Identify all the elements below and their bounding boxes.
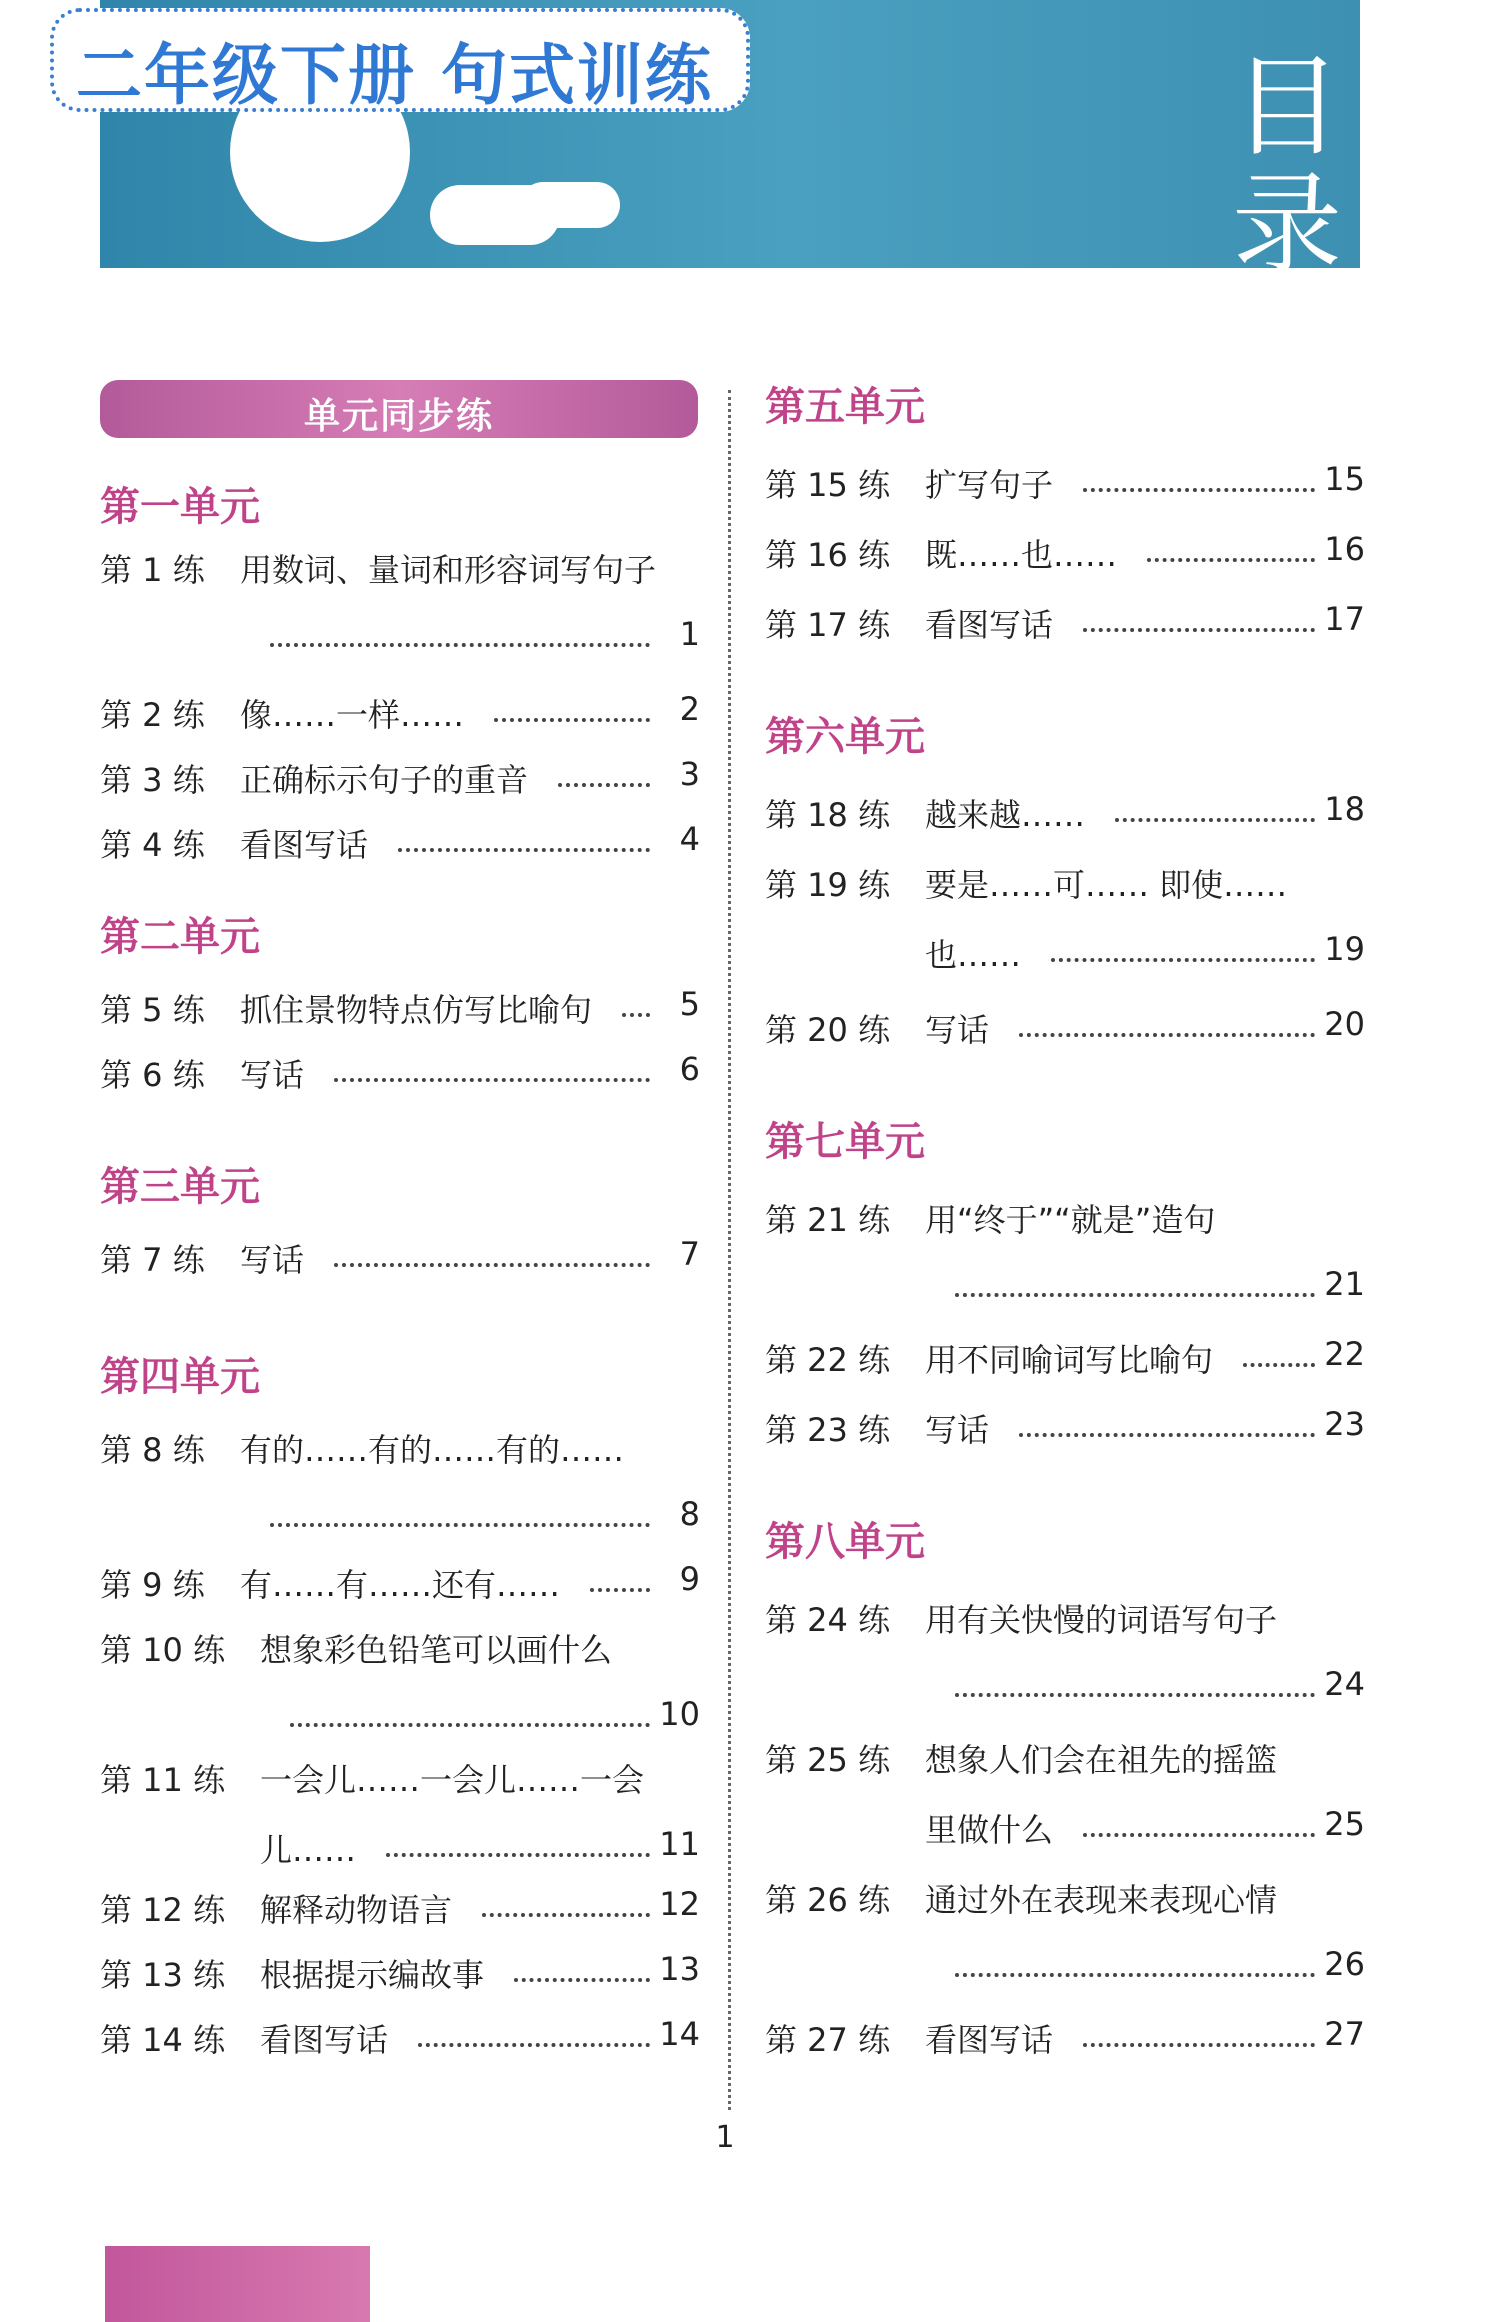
exercise-title[interactable]: 一会儿……一会儿……一会 — [260, 1761, 645, 1799]
leader-dots — [290, 1723, 650, 1727]
page-reference[interactable]: 26 — [1324, 1945, 1365, 1983]
leader-dots — [955, 1973, 1315, 1977]
exercise-number: 第 25 练 — [765, 1741, 891, 1779]
page-reference[interactable]: 3 — [679, 755, 700, 793]
page-reference[interactable]: 17 — [1324, 600, 1365, 638]
page-reference[interactable]: 14 — [659, 2015, 700, 2053]
exercise-title[interactable]: 越来越…… — [925, 796, 1086, 834]
leader-dots — [494, 718, 650, 722]
exercise-title[interactable]: 想象彩色铅笔可以画什么 — [260, 1631, 613, 1669]
exercise-number: 第 3 练 — [100, 761, 205, 799]
page-reference[interactable]: 23 — [1324, 1405, 1365, 1443]
page-reference[interactable]: 13 — [659, 1950, 700, 1988]
unit-heading: 第八单元 — [765, 1519, 925, 1565]
exercise-number: 第 1 练 — [100, 551, 205, 589]
page-reference[interactable]: 5 — [679, 985, 700, 1023]
exercise-number: 第 19 练 — [765, 866, 891, 904]
exercise-title[interactable]: 通过外在表现来表现心情 — [925, 1881, 1278, 1919]
exercise-title[interactable]: 既……也…… — [925, 536, 1118, 574]
exercise-title[interactable]: 用数词、量词和形容词写句子 — [240, 551, 657, 589]
leader-dots — [270, 643, 650, 647]
unit-heading: 第二单元 — [100, 914, 260, 960]
page-reference[interactable]: 15 — [1324, 460, 1365, 498]
exercise-title[interactable]: 抓住景物特点仿写比喻句 — [240, 991, 593, 1029]
page-reference[interactable]: 18 — [1324, 790, 1365, 828]
page-reference[interactable]: 25 — [1324, 1805, 1365, 1843]
leader-dots — [1019, 1033, 1315, 1037]
page-reference[interactable]: 22 — [1324, 1335, 1365, 1373]
leader-dots — [386, 1853, 650, 1857]
leader-dots — [955, 1693, 1315, 1697]
leader-dots — [1147, 558, 1315, 562]
leader-dots — [590, 1588, 650, 1592]
exercise-title-continued[interactable]: 里做什么 — [925, 1811, 1054, 1849]
exercise-title[interactable]: 写话 — [925, 1411, 990, 1449]
decorative-block — [105, 2246, 370, 2322]
page-reference[interactable]: 6 — [679, 1050, 700, 1088]
leader-dots — [1243, 1363, 1315, 1367]
exercise-title-continued[interactable]: 也…… — [925, 936, 1022, 974]
leader-dots — [1083, 1833, 1315, 1837]
exercise-number: 第 10 练 — [100, 1631, 226, 1669]
exercise-title[interactable]: 看图写话 — [925, 606, 1054, 644]
leader-dots — [334, 1078, 650, 1082]
page-reference[interactable]: 10 — [659, 1695, 700, 1733]
page-reference[interactable]: 27 — [1324, 2015, 1365, 2053]
leader-dots — [514, 1978, 650, 1982]
leader-dots — [270, 1523, 650, 1527]
exercise-number: 第 26 练 — [765, 1881, 891, 1919]
page-reference[interactable]: 19 — [1324, 930, 1365, 968]
leader-dots — [1051, 958, 1315, 962]
unit-heading: 第六单元 — [765, 714, 925, 760]
page-reference[interactable]: 8 — [679, 1495, 700, 1533]
exercise-number: 第 16 练 — [765, 536, 891, 574]
leader-dots — [1115, 818, 1315, 822]
contents-label: 目 录 — [1232, 43, 1342, 289]
exercise-number: 第 27 练 — [765, 2021, 891, 2059]
exercise-title[interactable]: 想象人们会在祖先的摇篮 — [925, 1741, 1278, 1779]
leader-dots — [622, 1013, 650, 1017]
unit-heading: 第一单元 — [100, 484, 260, 530]
leader-dots — [1083, 488, 1315, 492]
exercise-number: 第 20 练 — [765, 1011, 891, 1049]
exercise-title[interactable]: 像……一样…… — [240, 696, 465, 734]
page-reference[interactable]: 1 — [679, 615, 700, 653]
exercise-number: 第 17 练 — [765, 606, 891, 644]
leader-dots — [1019, 1433, 1315, 1437]
page-reference[interactable]: 12 — [659, 1885, 700, 1923]
page-reference[interactable]: 4 — [679, 820, 700, 858]
leader-dots — [418, 2043, 650, 2047]
page-reference[interactable]: 21 — [1324, 1265, 1365, 1303]
leader-dots — [334, 1263, 650, 1267]
exercise-number: 第 2 练 — [100, 696, 205, 734]
exercise-title-continued[interactable]: 儿…… — [260, 1831, 357, 1869]
leader-dots — [1083, 2043, 1315, 2047]
exercise-number: 第 24 练 — [765, 1601, 891, 1639]
exercise-title[interactable]: 看图写话 — [240, 826, 369, 864]
exercise-number: 第 23 练 — [765, 1411, 891, 1449]
leader-dots — [558, 783, 650, 787]
exercise-number: 第 6 练 — [100, 1056, 205, 1094]
exercise-number: 第 15 练 — [765, 466, 891, 504]
unit-heading: 第五单元 — [765, 384, 925, 430]
exercise-number: 第 9 练 — [100, 1566, 205, 1604]
exercise-number: 第 5 练 — [100, 991, 205, 1029]
exercise-title[interactable]: 用不同喻词写比喻句 — [925, 1341, 1214, 1379]
section-header — [100, 380, 698, 438]
exercise-title[interactable]: 扩写句子 — [925, 466, 1054, 504]
exercise-number: 第 4 练 — [100, 826, 205, 864]
exercise-number: 第 12 练 — [100, 1891, 226, 1929]
exercise-title[interactable]: 根据提示编故事 — [260, 1956, 485, 1994]
book-title-badge — [50, 8, 750, 112]
page-reference[interactable]: 16 — [1324, 530, 1365, 568]
exercise-title[interactable]: 写话 — [925, 1011, 990, 1049]
page-number: 1 — [715, 2120, 735, 2155]
exercise-title[interactable]: 有的……有的……有的…… — [240, 1431, 625, 1469]
unit-heading: 第三单元 — [100, 1164, 260, 1210]
exercise-number: 第 14 练 — [100, 2021, 226, 2059]
exercise-title[interactable]: 写话 — [240, 1241, 305, 1279]
leader-dots — [398, 848, 650, 852]
page-reference[interactable]: 11 — [659, 1825, 700, 1863]
exercise-number: 第 11 练 — [100, 1761, 226, 1799]
page-reference[interactable]: 7 — [679, 1235, 700, 1273]
exercise-number: 第 22 练 — [765, 1341, 891, 1379]
page-reference[interactable]: 24 — [1324, 1665, 1365, 1703]
exercise-number: 第 18 练 — [765, 796, 891, 834]
exercise-title[interactable]: 要是……可…… 即使…… — [925, 866, 1288, 904]
leader-dots — [482, 1913, 650, 1917]
exercise-number: 第 13 练 — [100, 1956, 226, 1994]
column-divider — [728, 390, 731, 2110]
exercise-title[interactable]: 有……有……还有…… — [240, 1566, 561, 1604]
unit-heading: 第七单元 — [765, 1119, 925, 1165]
cloud-illustration — [520, 182, 620, 228]
exercise-title[interactable]: 写话 — [240, 1056, 305, 1094]
exercise-title[interactable]: 用“终于”“就是”造句 — [925, 1201, 1216, 1239]
leader-dots — [955, 1293, 1315, 1297]
exercise-title[interactable]: 正确标示句子的重音 — [240, 761, 529, 799]
exercise-number: 第 7 练 — [100, 1241, 205, 1279]
page-reference[interactable]: 20 — [1324, 1005, 1365, 1043]
unit-heading: 第四单元 — [100, 1354, 260, 1400]
page-reference[interactable]: 9 — [679, 1560, 700, 1598]
exercise-title[interactable]: 看图写话 — [260, 2021, 389, 2059]
section-label: 单元同步练 — [303, 396, 494, 437]
leader-dots — [1083, 628, 1315, 632]
exercise-title[interactable]: 看图写话 — [925, 2021, 1054, 2059]
exercise-number: 第 8 练 — [100, 1431, 205, 1469]
exercise-title[interactable]: 用有关快慢的词语写句子 — [925, 1601, 1278, 1639]
book-title: 二年级下册 句式训练 — [76, 37, 713, 114]
exercise-title[interactable]: 解释动物语言 — [260, 1891, 453, 1929]
page-reference[interactable]: 2 — [679, 690, 700, 728]
exercise-number: 第 21 练 — [765, 1201, 891, 1239]
